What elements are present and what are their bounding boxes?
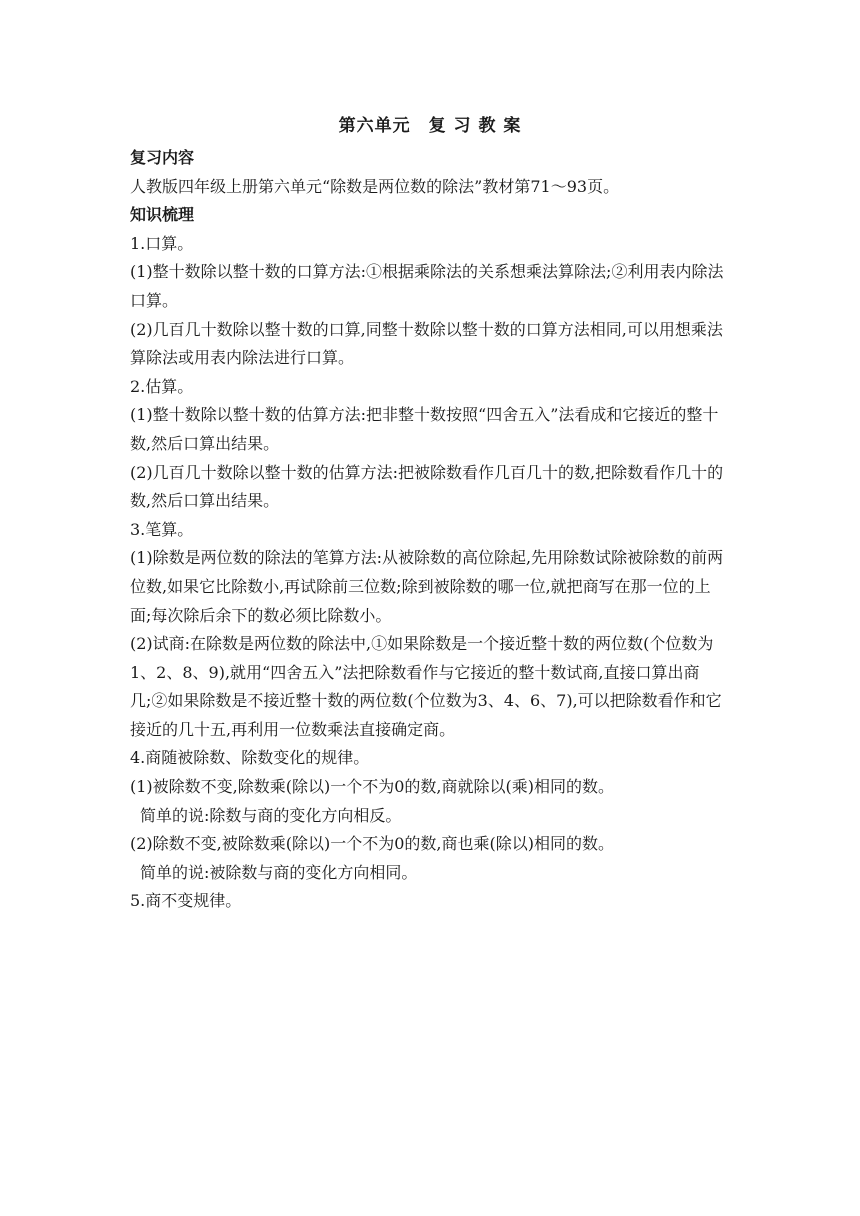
item-3-written-calculation: 3.笔算。 [130,519,194,539]
item-1-2: (2)几百几十数除以整十数的口算,同整十数除以整十数的口算方法相同,可以用想乘法算除法或用表内除法进行口算。 [130,319,723,368]
item-1-oral-calculation: 1.口算。 [130,233,194,253]
item-3-2: (2)试商:在除数是两位数的除法中,①如果除数是一个接近整十数的两位数(个位数为1、2、8、9),就用“四舍五入”法把除数看作与它接近的整十数试商,直接口算出商几;②如果除数是不接近整十数的两位数(个位数为3、4、6、7),可以把除数看作和它接近的几十五,再利用一位数乘法直接确定商。 [130,634,722,739]
item-4-quotient-rules: 4.商随被除数、除数变化的规律。 [130,748,370,768]
heading-review-content: 复习内容 [130,148,195,167]
heading-knowledge: 知识梳理 [130,205,195,225]
item-5-quotient-invariance: 5.商不变规律。 [130,891,242,911]
item-1-1: (1)整十数除以整十数的口算方法:①根据乘除法的关系想乘法算除法;②利用表内除法口算。 [130,262,724,310]
item-2-1: (1)整十数除以整十数的估算方法:把非整十数按照“四舍五入”法看成和它接近的整十数,然后口算出结果。 [130,405,719,453]
item-3-1: (1)除数是两位数的除法的笔算方法:从被除数的高位除起,先用除数试除被除数的前两位数,如果它比除数小,再试除前三位数;除到被除数的哪一位,就把商写在那一位的上面;每次除后余下的数必须比除数小。 [130,548,724,625]
paragraph-review-content: 人教版四年级上册第六单元“除数是两位数的除法”教材第71～93页。 [130,176,620,196]
document-body [130,144,730,916]
page-title: 第六单元 复 习 教 案 [338,116,522,136]
item-4-2-note: 简单的说:被除数与商的变化方向相同。 [140,862,418,882]
item-4-1: (1)被除数不变,除数乘(除以)一个不为0的数,商就除以(乘)相同的数。 [130,777,614,797]
item-4-1-note: 简单的说:除数与商的变化方向相反。 [140,805,402,825]
item-2-estimation: 2.估算。 [130,376,194,396]
item-4-2: (2)除数不变,被除数乘(除以)一个不为0的数,商也乘(除以)相同的数。 [130,834,614,854]
item-2-2: (2)几百几十数除以整十数的估算方法:把被除数看作几百几十的数,把除数看作几十的数,然后口算出结果。 [130,462,724,511]
